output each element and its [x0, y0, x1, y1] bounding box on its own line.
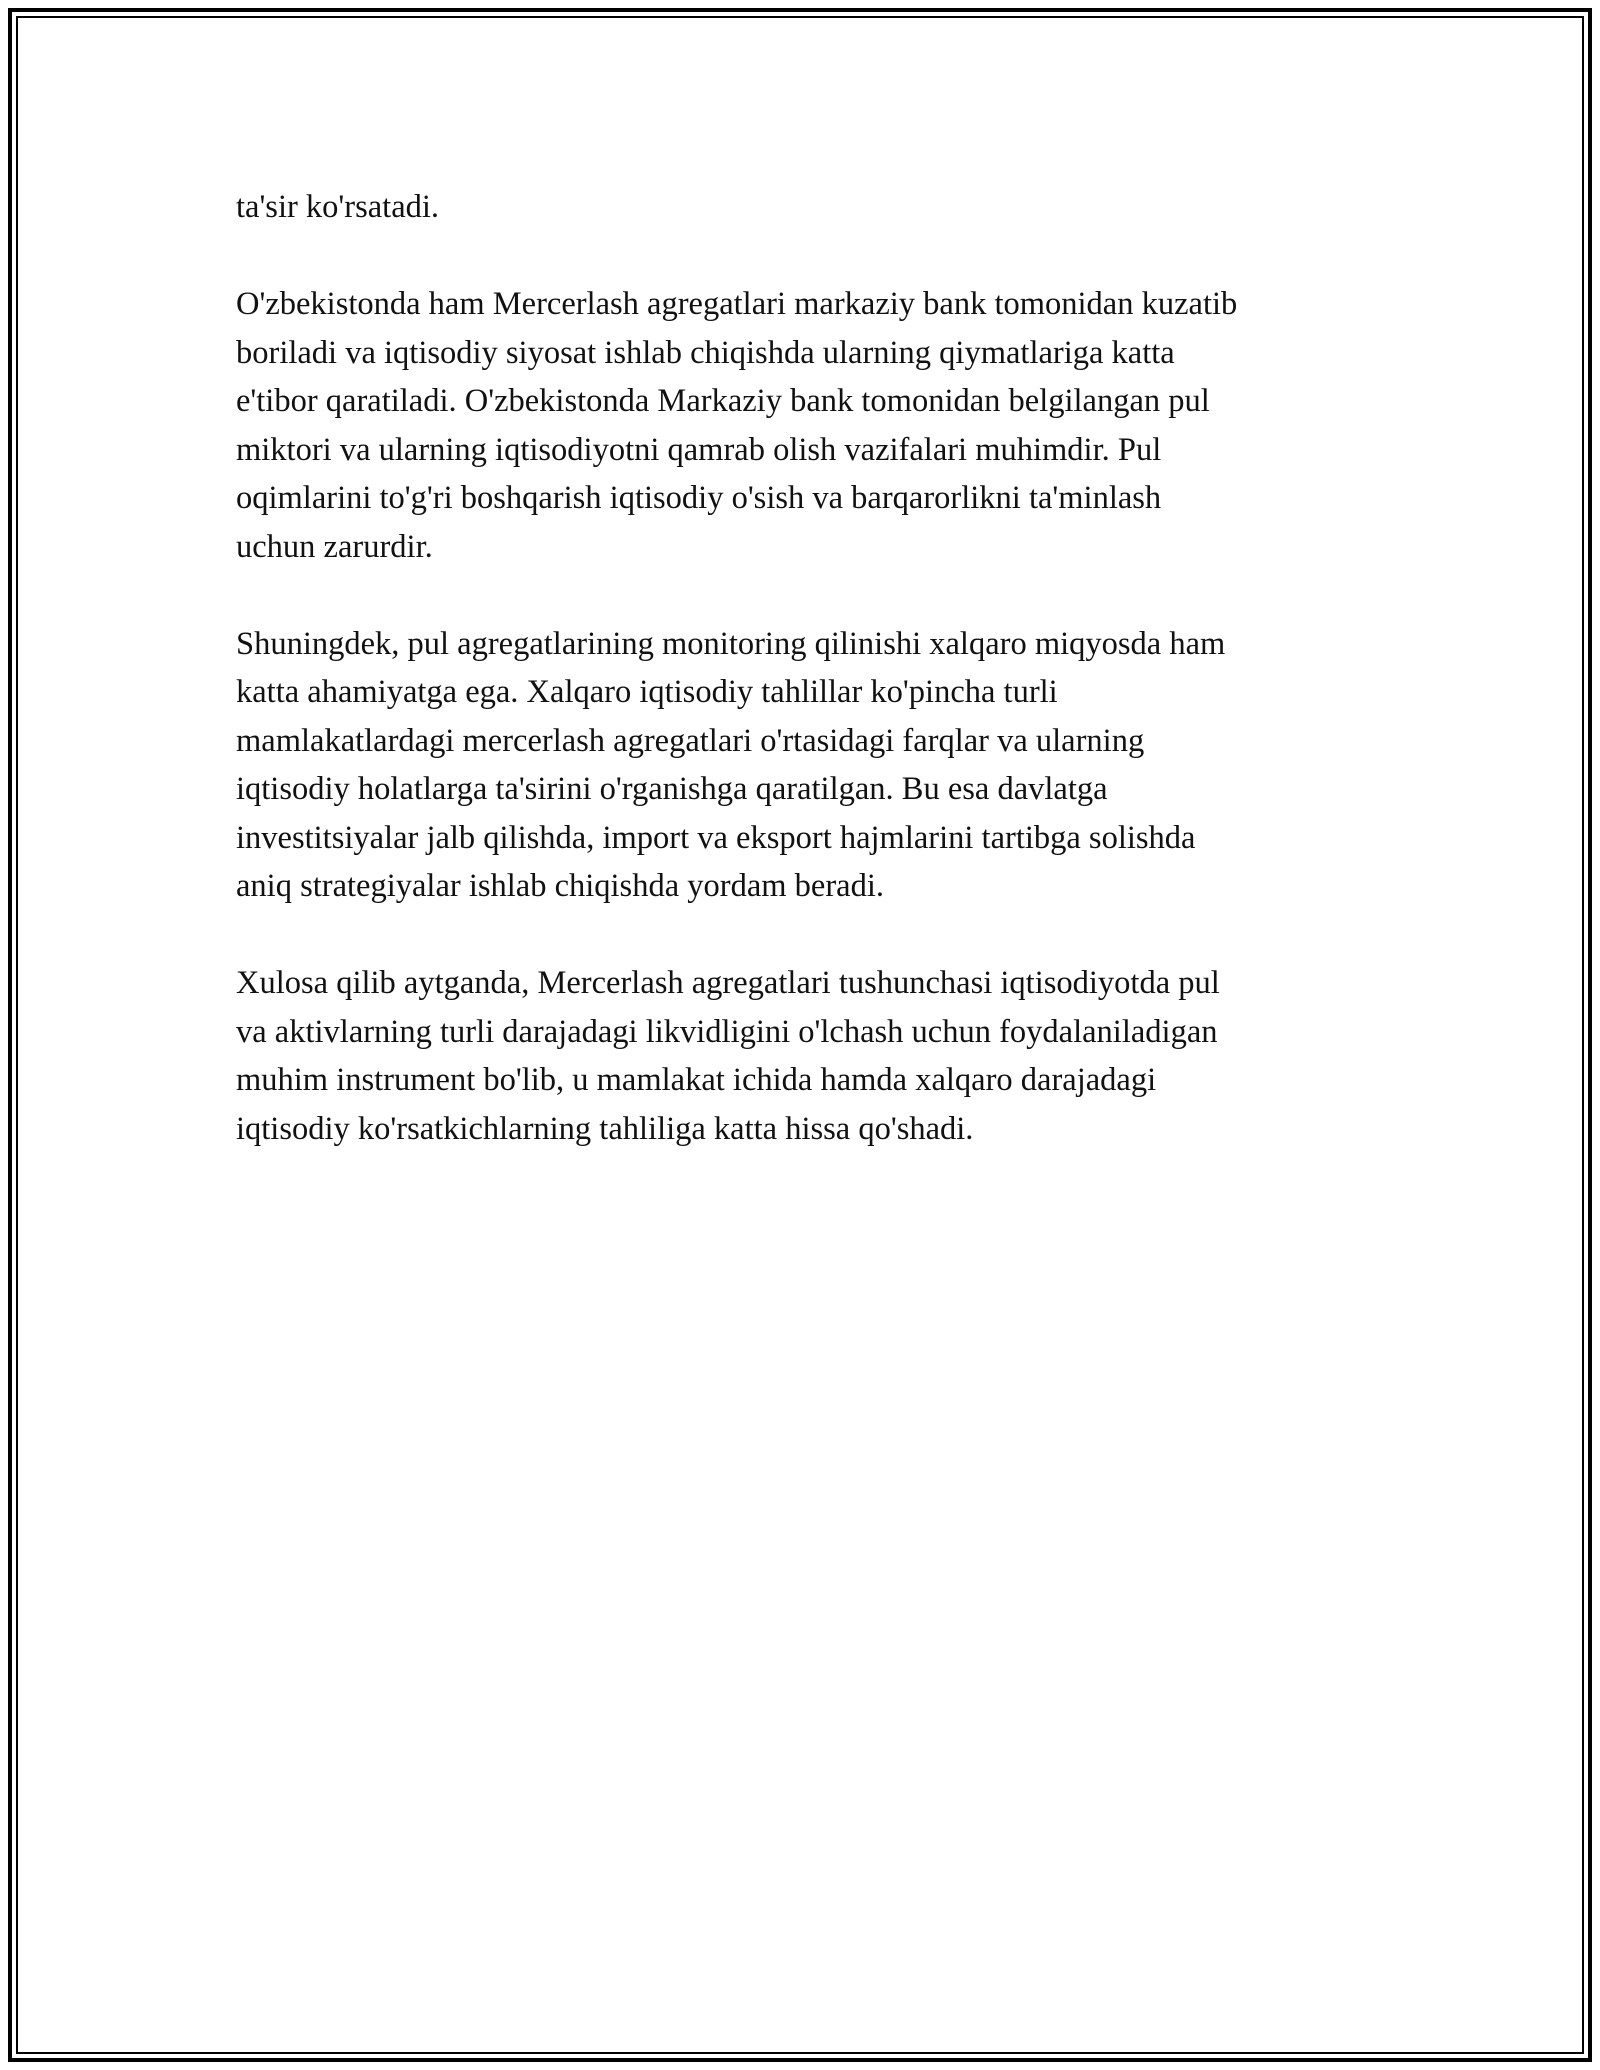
text-line: iqtisodiy ko'rsatkichlarning tahliliga katta hissa qo'shadi. — [236, 1110, 974, 1147]
text-line: Shuningdek, pul agregatlarining monitoring qilinishi xalqaro miqyosda ham — [236, 625, 1226, 662]
text-line: aniq strategiyalar ishlab chiqishda yordam beradi. — [236, 868, 884, 904]
paragraph-3 — [236, 620, 1376, 911]
text-line: oqimlarini to'g'ri boshqarish iqtisodiy o'sish va barqarorlikni ta'minlash — [236, 480, 1162, 516]
text-line: iqtisodiy holatlarga ta'sirini o'rganishga qaratilgan. Bu esa davlatga — [236, 771, 1108, 807]
text-line: muhim instrument bo'lib, u mamlakat ichida hamda xalqaro darajadagi — [236, 1062, 1157, 1098]
paragraph-1 — [236, 183, 1376, 232]
text-line: uchun zarurdir. — [236, 528, 433, 565]
text-line: mamlakatlardagi mercerlash agregatlari o'rtasidagi farqlar va ularning — [236, 722, 1145, 759]
text-line: katta ahamiyatga ega. Xalqaro iqtisodiy tahlillar ko'pincha turli — [236, 674, 1058, 710]
text-line: va aktivlarning turli darajadagi likvidligini o'lchash uchun foydalaniladigan — [236, 1013, 1218, 1050]
text-line: ta'sir ko'rsatadi. — [236, 189, 440, 225]
paragraph-2 — [236, 280, 1376, 571]
text-line: miktori va ularning iqtisodiyotni qamrab olish vazifalari muhimdir. Pul — [236, 431, 1162, 468]
text-line: boriladi va iqtisodiy siyosat ishlab chiqishda ularning qiymatlariga katta — [236, 334, 1175, 371]
document-body — [236, 183, 1376, 1202]
paragraph-4 — [236, 959, 1376, 1153]
text-line: e'tibor qaratiladi. O'zbekistonda Markaziy bank tomonidan belgilangan pul — [236, 383, 1210, 419]
text-line: investitsiyalar jalb qilishda, import va eksport hajmlarini tartibga solishda — [236, 819, 1196, 856]
text-line: Xulosa qilib aytganda, Mercerlash agregatlari tushunchasi iqtisodiyotda pul — [236, 965, 1220, 1001]
text-line: O'zbekistonda ham Mercerlash agregatlari markaziy bank tomonidan kuzatib — [236, 286, 1238, 322]
